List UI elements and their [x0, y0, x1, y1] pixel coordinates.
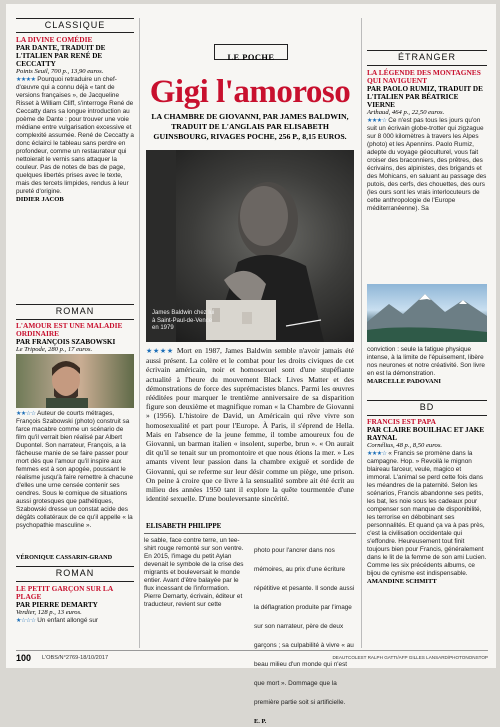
review-edition: Cornélius, 48 p., 8,50 euros. — [367, 442, 443, 449]
issue-info: L'OBS/N°2769-18/10/2017 — [42, 655, 109, 661]
review-title: FRANCIS EST PAPA — [367, 417, 436, 426]
review-signature: VÉRONIQUE CASSARIN-GRAND — [16, 554, 113, 561]
rubrique-label: LE POCHE — [227, 53, 275, 62]
section-label-classique: CLASSIQUE — [44, 20, 106, 30]
section-label-bd: BD — [419, 402, 435, 412]
rating-stars: ★☆☆☆ — [16, 618, 36, 624]
rating-stars: ★★★☆ — [367, 451, 387, 457]
section-label-roman-2: ROMAN — [55, 568, 95, 578]
review-author: PAR FRANÇOIS SZABOWSKI — [16, 338, 116, 346]
left-column — [16, 4, 134, 644]
review-title: L'AMOUR EST UNE MALADIE ORDINAIRE — [16, 321, 123, 338]
review-edition: Points Seuil, 700 p., 13,90 euros. — [16, 68, 104, 75]
continued-text-a: le sable, face contre terre, un tee-shirt rouge remonté sur son ventre. En 2015, l'image du petit Aylan devenait le symbole de la crise des migrants et bouleversait le monde entier. Avant d'être balayée par le flux incessant de l'information. Pierre Demarty, écrivain, éditeur et traducteur, revient sur cette — [144, 537, 244, 608]
review-signature: AMANDINE SCHMITT — [367, 578, 437, 585]
review-body: Ce n'est pas tous les jours qu'on suit un écrivain globe-trotter qui zigzague sur 8 000 kilomètres à travers les Alpes (photo) et les Apennins. Paolo Rumiz, adepte du voyage géoculturel, vous fait croiser des braconniers, des prêtres, des écrivains, des alpinistes, des brigands et des Mohicans, en saluant au passage des putois, des cerfs, des chouettes, des ours (les ours sont les vrais interlocuteurs de cette anthropologie de l'Europe méditerranéenne). Sa — [367, 117, 487, 212]
magazine-page — [6, 4, 496, 725]
review-title: LA LÉGENDE DES MONTAGNES QUI NAVIGUENT — [367, 68, 481, 85]
review-body: Mort en 1987, James Baldwin semble n'avoir jamais été aussi présent. La colère et le combat pour les droits civiques de cet écrivain américain, noir et homosexuel sont d'une stupéfiante actualité à l'heure du mouvement Black Lives Matter et des démonstrations de force des suprémacistes blancs. Parmi les œuvres rééditées pour marquer le trentième anniversaire de sa disparition figure son deuxième et magnifique roman « la Chambre de Giovanni » (1956). L'histoire de David, un Américain qui rêve vivre son homosexualité et part pour l'Europe. À Paris, il s'éprend de Hella. Mais en l'absence de la jeune femme, il tombe amoureux fou de Giovanni, un barman italien « insolent, superbe, brun ». « On aurait dit qu'il se tenait sur un promontoire et que nous étions la mer. » Les amants vivent leur passion dans la chambre exiguë et sordide de Giovanni, qui se referme sur leur désir comme un piège, une prison. On peine à croire que ce livre à la sensualité sombre ait été écrit au milieu des années 1950 tant il explore la quête tourmentée d'une identité sexuelle. D'une bouleversante sincérité. — [146, 346, 354, 504]
review-title: LE PETIT GARÇON SUR LA PLAGE — [16, 584, 113, 601]
author-photo — [16, 354, 134, 408]
alps-photo — [367, 284, 487, 342]
review-signature: ELISABETH PHILIPPE — [146, 522, 222, 530]
review-author: PAR PAOLO RUMIZ, TRADUIT DE L'ITALIEN PAR BÉATRICE VIERNE — [367, 85, 483, 109]
review-author: PAR CLAIRE BOUILHAC ET JAKE RAYNAL — [367, 426, 485, 442]
rating-stars: ★★☆☆ — [16, 411, 36, 417]
baldwin-photo — [146, 150, 354, 342]
column-divider — [361, 18, 362, 648]
rating-stars: ★★★☆ — [367, 118, 387, 124]
review-body: Un enfant allongé sur — [37, 617, 99, 624]
review-title: LA DIVINE COMÉDIE — [16, 35, 93, 44]
section-label-etranger: ÉTRANGER — [397, 52, 456, 62]
review-body: Pourquoi retraduire un chef-d'œuvre qui a connu déjà « tant de versions françaises », de Jacqueline Risset à William Cliff, s'interroge René de Ceccatty dans sa longue introduction au poème de Dante : pour trouver une voie médiane entre vulgarisation excessive et complexité assumée. René de Ceccatty a donc éclairci le tableau sans perdre en profondeur, comme un restaurateur qui nettoierait le vernis sans attaquer la couleur. Pas de notes de bas de page, quelques libertés prises avec le texte, mais des tercets limpides, rendus à leur pureté d'origine. — [16, 76, 134, 195]
review-edition: Le Tripode, 280 p., 17 euros. — [16, 346, 93, 353]
headline: Gigi l'amoroso — [149, 74, 351, 110]
rating-stars: ★★★★ — [16, 77, 36, 83]
review-signature: E. P. — [254, 718, 267, 725]
rating-stars: ★★★★ — [146, 347, 174, 355]
page-number: 100 — [16, 653, 32, 663]
continued-text-b: photo pour l'ancrer dans nos mémoires, au prix d'une écriture répétitive et pesante. Il sonde aussi la déflagration produite par l'image sur son narrateur, père de deux garçons ; sa culpabilité à vivre « au beau milieu d'un monde qui n'est que mort ». Dommage que la première partie soit si artificielle. — [254, 547, 355, 706]
review-signature: MARCELLE PADOVANI — [367, 378, 441, 385]
photo-caption: James Baldwin chez lui à Saint-Paul-de-Vence en 1979 — [152, 310, 215, 331]
rubrique-box — [214, 44, 288, 60]
center-column — [144, 4, 356, 725]
review-author: PAR DANTE, TRADUIT DE L'ITALIEN PAR RENÉ DE CECCATTY — [16, 44, 106, 68]
review-author: PAR PIERRE DEMARTY — [16, 601, 98, 609]
review-edition: Verdier, 128 p., 13 euros. — [16, 609, 82, 616]
photo-credits: DEAUTCOLEST RALPH GATTI/AFP GILLES LANSARD/PHOTONONSTOP — [332, 655, 488, 660]
review-body: Auteur de courts métrages, François Szabowski (photo) construit sa farce macabre comme un scénario de film qu'il verrait bien réalisé par Albert Dupontel. Son narrateur, François, a la fâcheuse manie de se faire passer pour mort dès que l'amour qu'il inspire aux femmes est à son apogée, poussant le réalisme jusqu'à faire remettre à chacune d'elles une urne censée contenir ses cendres. Sous le comique de situations aussi grotesques que pathétiques, Szabowski dresse un constat acide des dégâts collatéraux de ce qu'il appelle « la psychopathie masculine ». — [16, 410, 134, 529]
column-divider — [139, 18, 140, 648]
review-body-continued: conviction : seule la fatigue physique intense, à la limite de l'épuisement, libère nos neurones et notre créativité. Son livre en est la démonstration. — [367, 346, 485, 377]
right-column — [367, 4, 487, 644]
review-edition: Arthaud, 464 p., 22,50 euros. — [367, 109, 445, 116]
review-body: « Francis se promène dans la campagne. Hop. » Revoilà le mignon blaireau farceur, veule, magico et immoral. L'animal se perd cette fois dans les méandres de la paternité. Selon les scénarios, Francis abandonne ses petits, les bat, les noie sous les cadeaux pour compenser son manque de disponibilité, les terrorise en débobinant ses personnalités. Et quand ça va à pas près, c'est la civilisation occidentale qui s'effondre. Heureusement tout finit toujours bien pour Francis, généralement dans le lit de la femme de son ami Lucien. Comme les six précédents albums, ce bijou de cynisme est indispensable. — [367, 450, 487, 577]
section-label-roman: ROMAN — [55, 306, 95, 316]
mountains-illustration — [367, 284, 487, 342]
portrait-icon — [16, 354, 134, 408]
review-signature: DIDIER JACOB — [16, 196, 64, 203]
deck: LA CHAMBRE DE GIOVANNI, PAR JAMES BALDWIN, TRADUIT DE L'ANGLAIS PAR ELISABETH GUINSBOURG, RIVAGES POCHE, 256 P., 8,15 EUROS. — [151, 112, 349, 141]
